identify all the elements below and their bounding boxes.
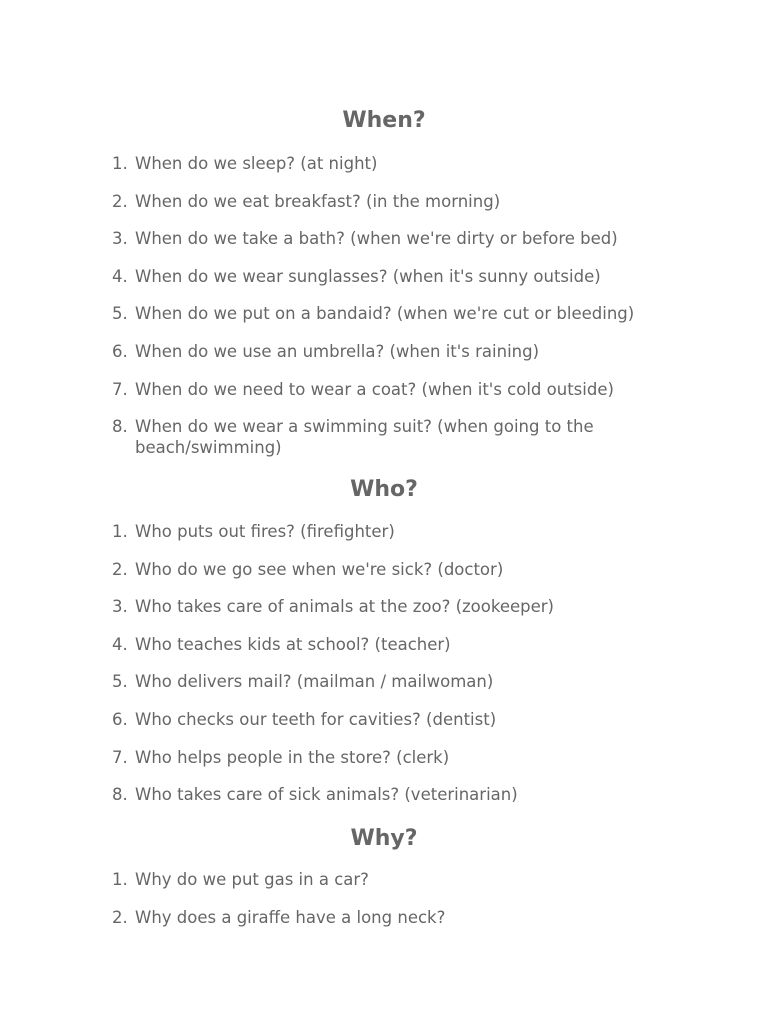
item-number: 8. (112, 417, 128, 437)
list-item (110, 784, 670, 805)
section-title-who: Who? (350, 477, 418, 502)
item-number: 1. (112, 522, 128, 541)
section-title-why: Why? (350, 826, 418, 851)
list-item (110, 596, 670, 617)
item-text: Why does a giraffe have a long neck? (135, 907, 446, 927)
item-text: Who takes care of animals at the zoo? (zookeeper) (135, 597, 554, 617)
item-number: 3. (112, 597, 128, 617)
list-item (110, 709, 670, 730)
list-item (110, 747, 670, 768)
item-number: 1. (112, 870, 128, 889)
item-number: 6. (112, 341, 128, 361)
item-number: 2. (112, 191, 128, 211)
list-item (110, 228, 670, 249)
item-text: When do we sleep? (at night) (135, 154, 378, 173)
item-number: 5. (112, 672, 128, 692)
item-number: 2. (112, 907, 128, 927)
item-number: 2. (112, 559, 128, 579)
item-text: When do we wear sunglasses? (when it's sunny outside) (135, 266, 601, 286)
section-title-when: When? (342, 108, 426, 133)
item-text: When do we take a bath? (when we're dirty or before bed) (135, 229, 618, 249)
item-text: Who takes care of sick animals? (veterinarian) (135, 785, 518, 805)
item-number: 6. (112, 709, 128, 729)
list-item (110, 191, 670, 212)
list-item (110, 521, 670, 542)
list-item (110, 907, 670, 928)
item-text: Who puts out fires? (firefighter) (135, 522, 395, 541)
item-number: 5. (112, 304, 128, 324)
item-number: 3. (112, 229, 128, 249)
item-text: Who delivers mail? (mailman / mailwoman) (135, 672, 494, 692)
item-text: When do we need to wear a coat? (when it's cold outside) (135, 379, 614, 399)
item-number: 7. (112, 747, 128, 767)
list-item (110, 559, 670, 580)
item-text: When do we eat breakfast? (in the morning) (135, 191, 501, 211)
item-text: When do we use an umbrella? (when it's raining) (135, 341, 540, 361)
item-number: 4. (112, 634, 128, 654)
list-item (110, 634, 670, 655)
list-item (110, 869, 670, 890)
question-list-when (110, 153, 670, 475)
item-text: Why do we put gas in a car? (135, 870, 369, 889)
item-text: When do we put on a bandaid? (when we're cut or bleeding) (135, 304, 635, 324)
item-number: 8. (112, 785, 128, 805)
list-item (110, 266, 670, 287)
list-item (110, 303, 670, 324)
item-text: Who checks our teeth for cavities? (dentist) (135, 709, 497, 729)
item-number: 1. (112, 154, 128, 173)
item-number: 7. (112, 379, 128, 399)
list-item (110, 341, 670, 362)
question-list-why (110, 869, 670, 944)
item-text: Who do we go see when we're sick? (doctor) (135, 559, 504, 579)
item-text: When do we wear a swimming suit? (when going to the beach/swimming) (135, 417, 594, 458)
item-number: 4. (112, 266, 128, 286)
list-item (110, 416, 630, 458)
list-item (110, 379, 670, 400)
item-text: Who teaches kids at school? (teacher) (135, 634, 451, 654)
question-list-who (110, 521, 670, 822)
list-item (110, 671, 670, 692)
list-item (110, 153, 670, 174)
item-text: Who helps people in the store? (clerk) (135, 747, 450, 767)
